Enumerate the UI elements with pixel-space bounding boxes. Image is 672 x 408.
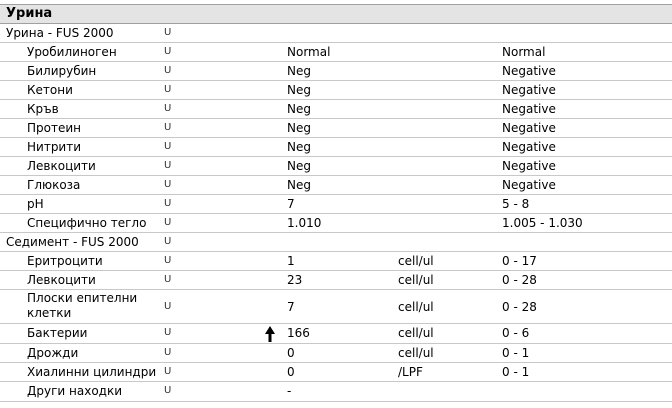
reference-range: 0 - 28: [502, 300, 537, 314]
test-unit: /LPF: [398, 365, 423, 379]
test-name: pH: [27, 197, 44, 211]
test-name: Бактерии: [27, 326, 88, 340]
test-value: Neg: [287, 64, 311, 78]
flag-u: U: [164, 385, 172, 396]
test-name: Плоски епителни клетки: [27, 291, 138, 320]
flag-u: U: [164, 27, 172, 38]
test-value: Neg: [287, 102, 311, 116]
test-unit: cell/ul: [398, 326, 434, 340]
table-row: [0, 100, 672, 119]
test-unit: cell/ul: [398, 346, 434, 360]
test-value: 166: [287, 326, 310, 340]
test-value: Neg: [287, 83, 311, 97]
reference-range: Negative: [502, 83, 556, 97]
test-name: Дрожди: [27, 346, 79, 360]
test-value: Neg: [287, 178, 311, 192]
reference-range: Negative: [502, 159, 556, 173]
table-row: [0, 290, 672, 324]
test-name: Нитрити: [27, 140, 82, 154]
reference-range: Negative: [502, 102, 556, 116]
flag-u: U: [164, 103, 172, 114]
flag-u: U: [164, 236, 172, 247]
test-value: -: [287, 384, 292, 398]
test-value: Neg: [287, 159, 311, 173]
test-name: Билирубин: [27, 64, 97, 78]
reference-range: Negative: [502, 121, 556, 135]
table-row: [0, 157, 672, 176]
flag-u: U: [164, 46, 172, 57]
test-value: 0: [287, 365, 295, 379]
test-value: Neg: [287, 121, 311, 135]
table-row: [0, 81, 672, 100]
reference-range: 1.005 - 1.030: [502, 216, 583, 230]
flag-u: U: [164, 347, 172, 358]
test-value: Normal: [287, 45, 331, 59]
reference-range: 0 - 1: [502, 365, 530, 379]
flag-u: U: [164, 217, 172, 228]
test-value: 7: [287, 300, 295, 314]
test-value: 1.010: [287, 216, 322, 230]
test-name: Специфично тегло: [27, 216, 147, 230]
test-unit: cell/ul: [398, 300, 434, 314]
flag-u: U: [164, 274, 172, 285]
reference-range: 0 - 1: [502, 346, 530, 360]
test-value: 0: [287, 346, 295, 360]
table-row: [0, 43, 672, 62]
flag-u: U: [164, 141, 172, 152]
test-name: Хиалинни цилиндри: [27, 365, 157, 379]
table-row: [0, 363, 672, 382]
test-value: 1: [287, 254, 295, 268]
table-row: [0, 62, 672, 81]
reference-range: 0 - 28: [502, 273, 537, 287]
test-name: Глюкоза: [27, 178, 81, 192]
flag-u: U: [164, 366, 172, 377]
test-name: Други находки: [27, 384, 122, 398]
test-name: Протеин: [27, 121, 81, 135]
table-row: [0, 344, 672, 363]
test-value: 23: [287, 273, 303, 287]
table-row: [0, 271, 672, 290]
table-row: [0, 214, 672, 233]
flag-u: U: [164, 84, 172, 95]
flag-u: U: [164, 122, 172, 133]
flag-u: U: [164, 65, 172, 76]
flag-u: U: [164, 179, 172, 190]
test-name: Левкоцити: [27, 273, 96, 287]
reference-range: 0 - 17: [502, 254, 537, 268]
test-name: Уробилиноген: [27, 45, 117, 59]
test-value: 7: [287, 197, 295, 211]
flag-u: U: [164, 327, 172, 338]
reference-range: Negative: [502, 140, 556, 154]
test-name: Кетони: [27, 83, 73, 97]
group-label: Урина - FUS 2000: [6, 26, 114, 40]
group-row-urine-fus: [0, 24, 672, 43]
test-unit: cell/ul: [398, 273, 434, 287]
flag-u: U: [164, 301, 172, 312]
test-name: Левкоцити: [27, 159, 96, 173]
table-row: [0, 119, 672, 138]
table-row: [0, 176, 672, 195]
reference-range: Normal: [502, 45, 546, 59]
flag-u: U: [164, 198, 172, 209]
reference-range: 0 - 6: [502, 326, 530, 340]
table-row: [0, 138, 672, 157]
test-name: Кръв: [27, 102, 59, 116]
table-row: [0, 324, 672, 344]
flag-u: U: [164, 160, 172, 171]
flag-u: U: [164, 255, 172, 266]
table-row: [0, 382, 672, 402]
test-value: Neg: [287, 140, 311, 154]
section-header-urine: Урина: [0, 4, 672, 24]
group-label: Седимент - FUS 2000: [6, 235, 139, 249]
test-name: Еритроцити: [27, 254, 103, 268]
table-row: [0, 252, 672, 271]
table-row: [0, 195, 672, 214]
reference-range: Negative: [502, 64, 556, 78]
reference-range: Negative: [502, 178, 556, 192]
up-arrow-icon: [264, 325, 276, 343]
reference-range: 5 - 8: [502, 197, 530, 211]
test-unit: cell/ul: [398, 254, 434, 268]
group-row-sediment-fus: [0, 233, 672, 252]
